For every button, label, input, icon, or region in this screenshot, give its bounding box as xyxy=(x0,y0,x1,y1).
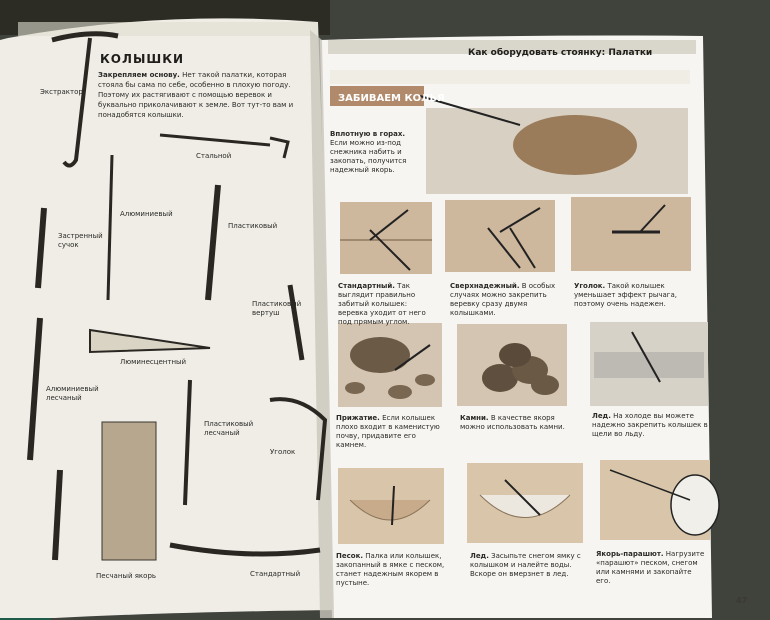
caption-0: Вплотную в горах. Если можно из-под снежника набить и закопать, получится надежный якорь. xyxy=(330,130,407,174)
caption-1: Стандартный. Так выглядит правильно забитый колышек: веревка уходит от него под прямым углом. xyxy=(338,282,426,326)
left-intro-bold: Закрепляем основу. xyxy=(98,71,180,79)
row3 xyxy=(338,460,719,544)
sand-anchor xyxy=(102,422,156,560)
stake-label-0: Экстрактор xyxy=(40,88,83,96)
left-page-title: КОЛЫШКИ xyxy=(100,52,185,66)
caption-5: Камни. В качестве якоря можно использовать камни. xyxy=(460,414,565,431)
caption-9: Якорь-парашют. Нагрузите «парашют» песком, снегом или камнями и закопайте его. xyxy=(596,550,705,585)
stake-label-6: Люминесцентный xyxy=(120,358,187,366)
running-head: Как оборудовать стоянку: Палатки xyxy=(468,48,653,58)
left-intro-text: Нет такой палатки, которая стояла бы сама по себе, особенно в плохую погоду. Поэтому их растягивают с помощью веревок и буквально приколачивают к земле. Вот тут-то вам и понадобятся колышки. xyxy=(98,71,294,119)
row1 xyxy=(340,197,691,274)
caption-8: Лед. Засыпьте снегом ямку с колышком и налейте воды. Вскоре он вмерзнет в лед. xyxy=(470,552,581,578)
row2 xyxy=(338,322,708,407)
stake-label-8: Пластиковый лесчаный xyxy=(204,420,254,437)
stake-label-9: Уголок xyxy=(270,448,296,456)
section-title: ЗАБИВАЕМ КОЛЬЯ xyxy=(338,93,445,104)
caption-4: Прижатие. Если колышек плохо входит в каменистую почву, придавите его камнем. xyxy=(336,414,440,449)
stake-label-7: Алюминиевый лесчаный xyxy=(46,385,99,402)
stake-label-10: Песчаный якорь xyxy=(96,572,157,580)
stake-label-5: Пластиковый вертуш xyxy=(252,300,302,317)
stake-label-1: Стальной xyxy=(196,152,232,160)
stake-label-11: Стандартный xyxy=(250,570,301,578)
stake-label-4: Застренный сучок xyxy=(58,232,103,249)
caption-7: Песок. Палка или колышек, закопанный в ямке с песком, станет надежным якорем в пустыне. xyxy=(336,552,445,587)
snow-sack xyxy=(513,115,637,175)
stake-label-2: Алюминиевый xyxy=(120,210,173,218)
caption-3: Уголок. Такой колышек уменьшает эффект рычага, поэтому очень надежен. xyxy=(574,282,677,308)
caption-2: Сверхнадежный. В особых случаях можно закрепить веревку сразу двумя колышками. xyxy=(450,282,556,317)
page-number: 47 xyxy=(736,596,748,605)
left-intro xyxy=(98,70,308,120)
stake-label-3: Пластиковый xyxy=(228,222,278,230)
caption-6: Лед. На холоде вы можете надежно закрепить колышек в щели во льду. xyxy=(592,412,708,438)
